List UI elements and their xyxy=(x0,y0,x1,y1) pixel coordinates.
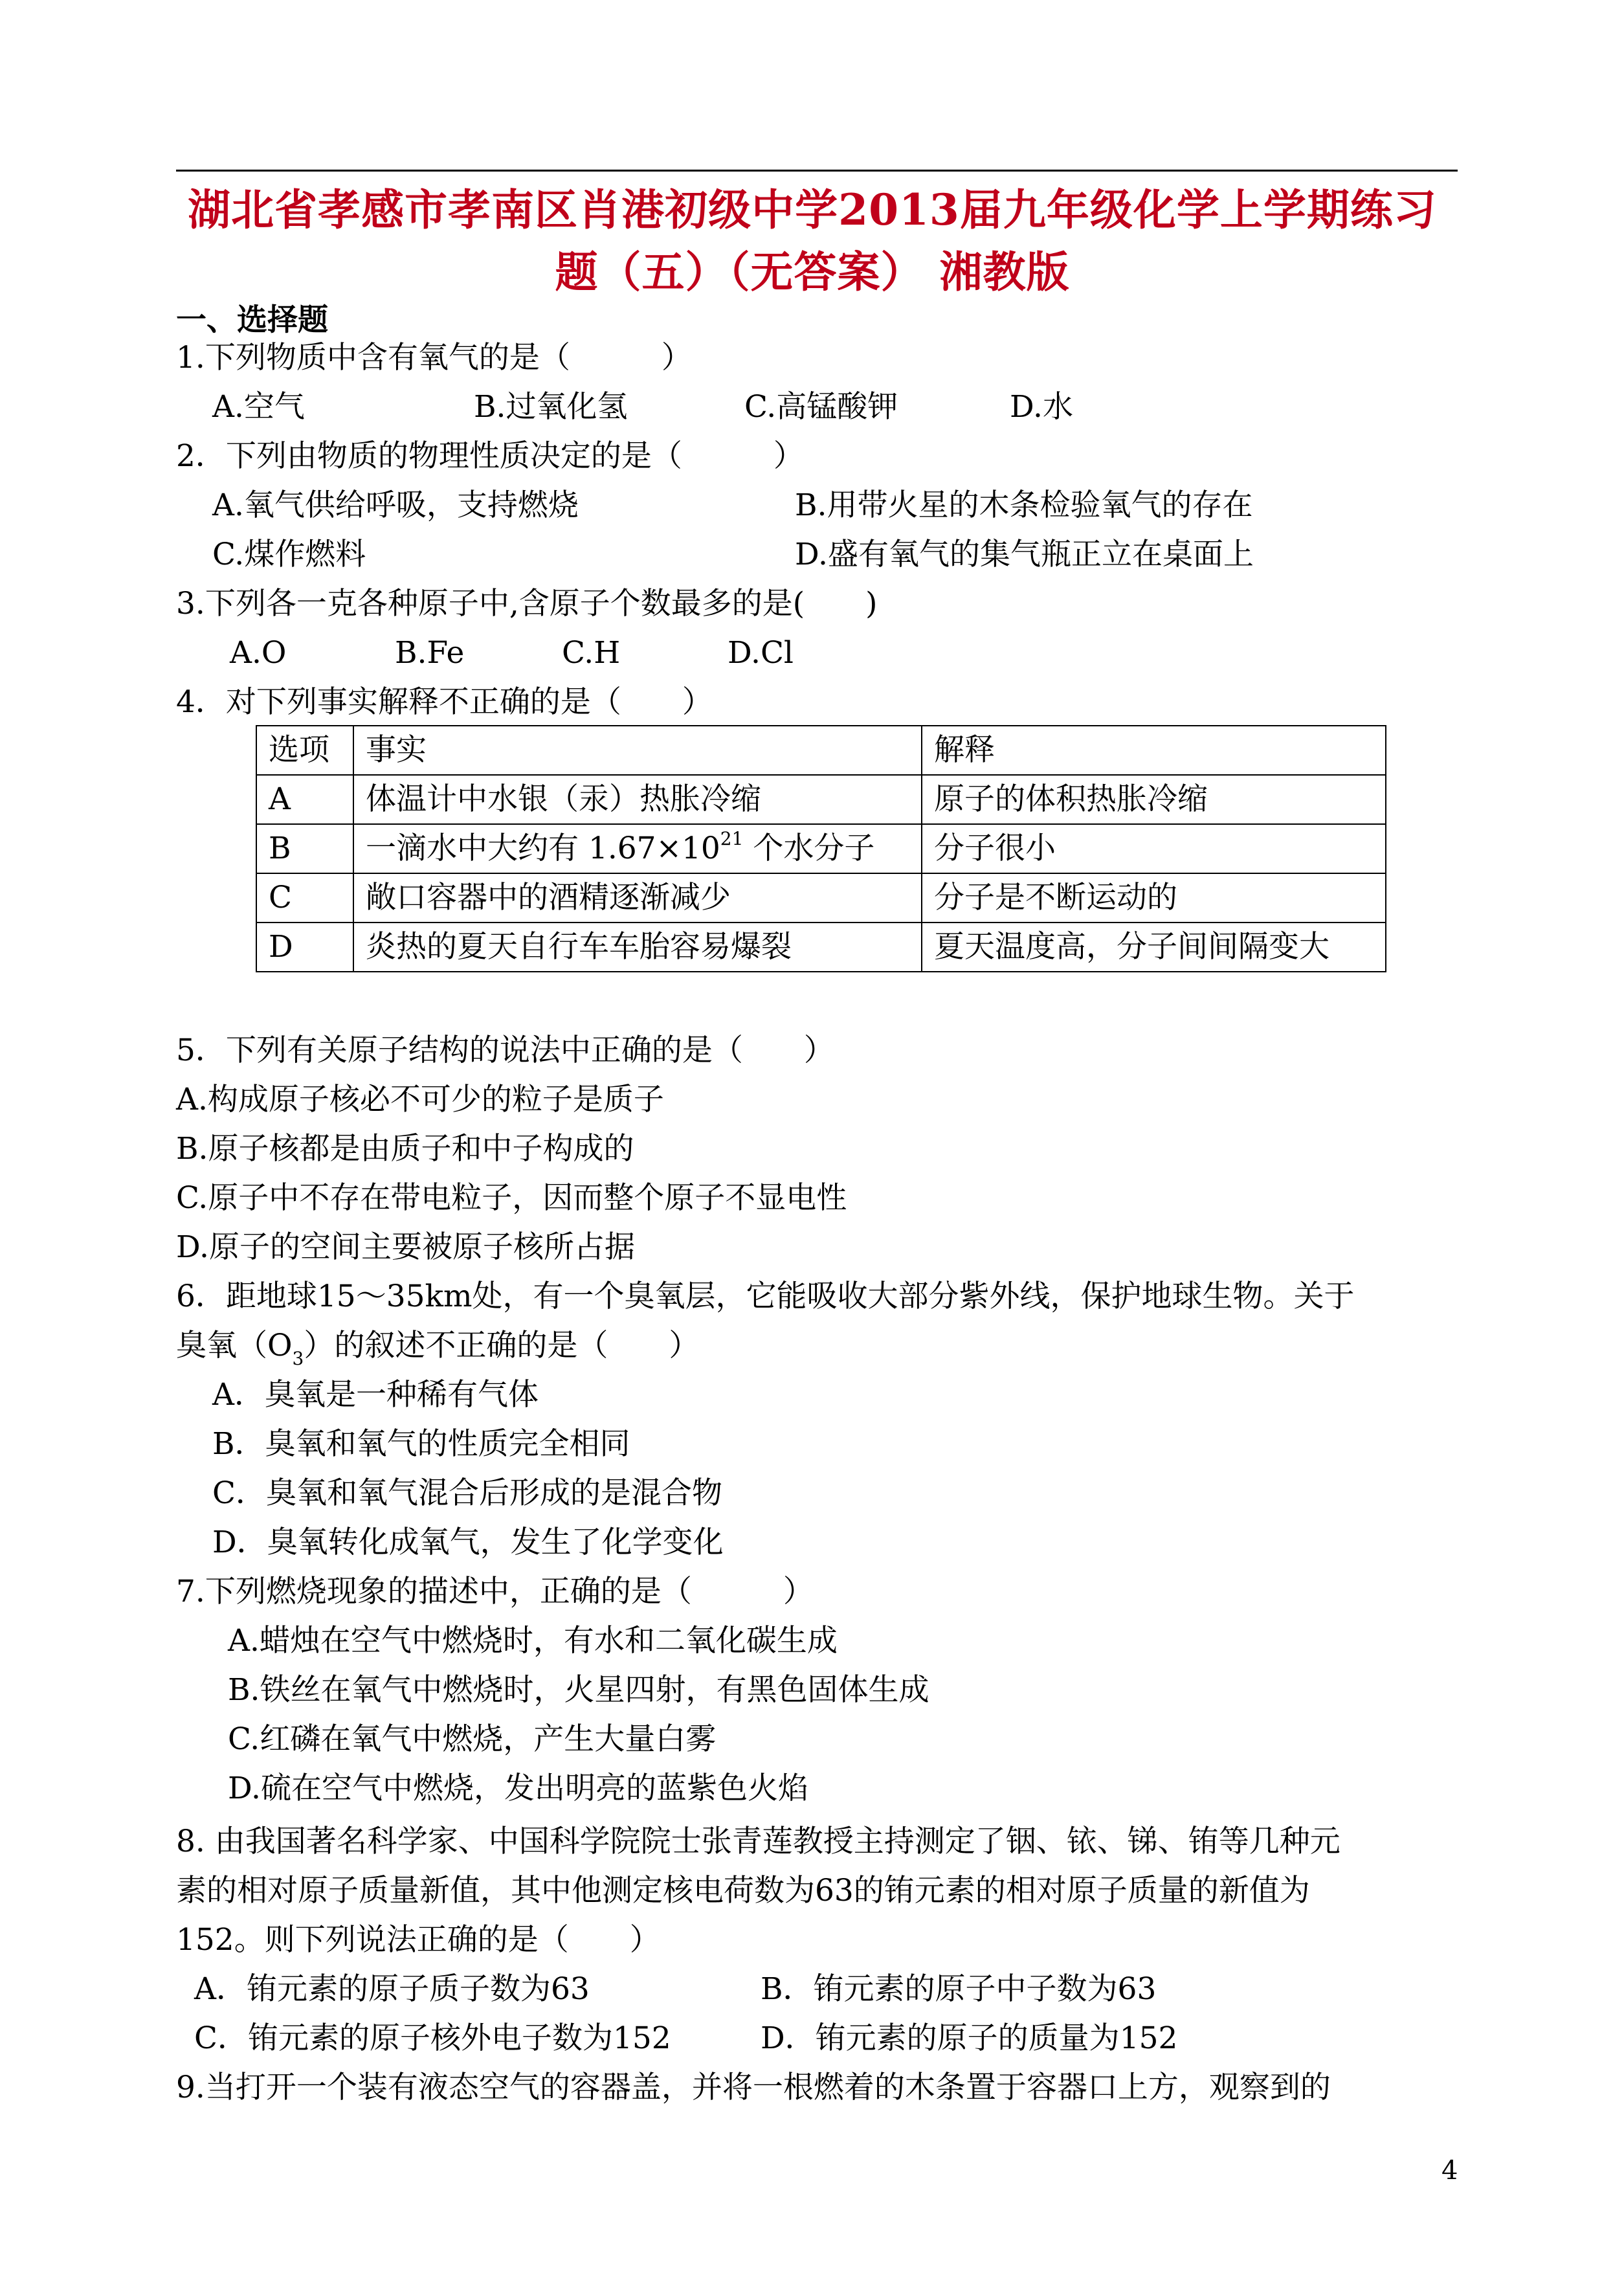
q1-option-d: D.水 xyxy=(1010,389,1073,425)
question-8-line-2: 素的相对原子质量新值，其中他测定核电荷数为63的铕元素的相对原子质量的新值为 xyxy=(176,1873,1310,1908)
q7-option-c: C.红磷在氧气中燃烧，产生大量白雾 xyxy=(228,1721,717,1757)
question-3: 3.下列各一克各种原子中,含原子个数最多的是( ) xyxy=(176,586,878,621)
q8-option-d: D．铕元素的原子的质量为152 xyxy=(761,2020,1178,2056)
q6-option-b: B．臭氧和氧气的性质完全相同 xyxy=(212,1426,630,1462)
table-cell: 分子是不断运动的 xyxy=(922,873,1386,923)
q4-table xyxy=(256,725,1386,972)
question-6-line-1: 6．距地球15～35km处，有一个臭氧层，它能吸收大部分紫外线，保护地球生物。关于 xyxy=(176,1279,1355,1314)
table-row xyxy=(256,824,1386,873)
header-rule xyxy=(176,170,1458,172)
q1-option-a: A.空气 xyxy=(212,389,305,425)
table-cell: 炎热的夏天自行车车胎容易爆裂 xyxy=(353,923,922,972)
table-cell: D xyxy=(256,923,353,972)
fact-exponent: 21 xyxy=(720,828,744,850)
table-row xyxy=(256,873,1386,923)
question-1: 1.下列物质中含有氧气的是（ ） xyxy=(176,340,692,375)
q2-option-c: C.煤作燃料 xyxy=(212,537,366,572)
q2-option-a: A.氧气供给呼吸，支持燃烧 xyxy=(212,487,579,523)
q7-option-b: B.铁丝在氧气中燃烧时，火星四射，有黑色固体生成 xyxy=(228,1672,929,1708)
q6-option-c: C．臭氧和氧气混合后形成的是混合物 xyxy=(212,1475,722,1511)
q5-option-b: B.原子核都是由质子和中子构成的 xyxy=(176,1131,634,1167)
question-8-line-1: 8. 由我国著名科学家、中国科学院院士张青莲教授主持测定了铟、铱、锑、铕等几种元 xyxy=(176,1824,1340,1859)
question-5: 5．下列有关原子结构的说法中正确的是（ ） xyxy=(176,1033,834,1068)
q3-option-d: D.Cl xyxy=(728,635,794,671)
fact-text-part: 个水分子 xyxy=(743,831,875,866)
q7-option-d: D.硫在空气中燃烧，发出明亮的蓝紫色火焰 xyxy=(228,1771,808,1806)
question-2: 2．下列由物质的物理性质决定的是（ ） xyxy=(176,438,804,474)
q1-option-c: C.高锰酸钾 xyxy=(744,389,898,425)
table-cell: 夏天温度高，分子间间隔变大 xyxy=(922,923,1386,972)
q5-option-c: C.原子中不存在带电粒子，因而整个原子不显电性 xyxy=(176,1180,847,1216)
table-header-row xyxy=(256,726,1386,775)
table-header-cell: 解释 xyxy=(922,726,1386,775)
table-header-cell: 事实 xyxy=(353,726,922,775)
table-cell: B xyxy=(256,824,353,873)
table-cell: 原子的体积热胀冷缩 xyxy=(922,775,1386,824)
question-8-line-3: 152。则下列说法正确的是（ ） xyxy=(176,1922,660,1958)
q8-option-b: B．铕元素的原子中子数为63 xyxy=(761,1971,1157,2007)
table-cell: 敞口容器中的酒精逐渐减少 xyxy=(353,873,922,923)
q3-option-b: B.Fe xyxy=(395,635,465,671)
q5-option-d: D.原子的空间主要被原子核所占据 xyxy=(176,1229,635,1265)
q1-option-b: B.过氧化氢 xyxy=(474,389,628,425)
q6-option-d: D．臭氧转化成氧气，发生了化学变化 xyxy=(212,1525,724,1560)
question-6-line-2 xyxy=(176,1325,700,1370)
stem-text-part: 臭氧（O xyxy=(176,1328,293,1363)
formula-subscript: 3 xyxy=(292,1348,304,1370)
table-row xyxy=(256,775,1386,824)
table-cell: 分子很小 xyxy=(922,824,1386,873)
table-cell: C xyxy=(256,873,353,923)
q7-option-a: A.蜡烛在空气中燃烧时，有水和二氧化碳生成 xyxy=(228,1623,838,1659)
q8-option-c: C．铕元素的原子核外电子数为152 xyxy=(194,2020,671,2056)
question-9: 9.当打开一个装有液态空气的容器盖，并将一根燃着的木条置于容器口上方，观察到的 xyxy=(176,2070,1331,2105)
q3-option-c: C.H xyxy=(562,635,621,671)
q2-option-d: D.盛有氧气的集气瓶正立在桌面上 xyxy=(795,537,1254,572)
q3-option-a: A.O xyxy=(230,635,287,671)
table-cell xyxy=(353,824,922,873)
q5-option-a: A.构成原子核必不可少的粒子是质子 xyxy=(176,1082,664,1117)
question-7: 7.下列燃烧现象的描述中，正确的是（ ） xyxy=(176,1574,814,1609)
stem-text-part: ）的叙述不正确的是（ ） xyxy=(304,1328,700,1363)
table-cell: 体温计中水银（汞）热胀冷缩 xyxy=(353,775,922,824)
q2-option-b: B.用带火星的木条检验氧气的存在 xyxy=(795,487,1253,523)
question-4: 4．对下列事实解释不正确的是（ ） xyxy=(176,684,713,720)
table-header-cell: 选项 xyxy=(256,726,353,775)
fact-text-part: 一滴水中大约有 1.67×10 xyxy=(366,831,720,866)
table-cell: A xyxy=(256,775,353,824)
q8-option-a: A．铕元素的原子质子数为63 xyxy=(194,1971,590,2007)
q6-option-a: A．臭氧是一种稀有气体 xyxy=(212,1377,539,1413)
page-number: 4 xyxy=(1441,2156,1458,2186)
document-title-line-1: 湖北省孝感市孝南区肖港初级中学2013届九年级化学上学期练习 xyxy=(188,185,1437,235)
table-row xyxy=(256,923,1386,972)
section-heading: 一、选择题 xyxy=(176,302,328,338)
document-title-line-2: 题（五）（无答案） 湘教版 xyxy=(555,247,1070,297)
